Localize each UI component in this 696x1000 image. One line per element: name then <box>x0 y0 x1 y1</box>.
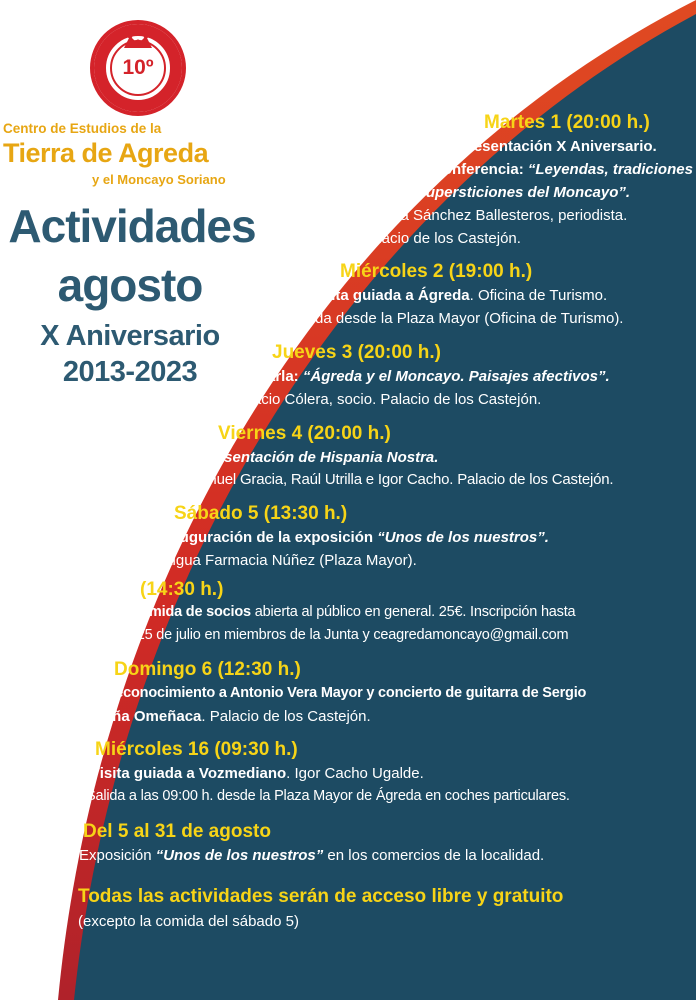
event-4-date: Viernes 4 (20:00 h.) <box>218 423 391 444</box>
event-9-date: Del 5 al 31 de agosto <box>83 821 271 842</box>
event-9-line-1-rest: en los comercios de la localidad. <box>323 847 545 864</box>
event-6-line-1 <box>130 605 575 620</box>
anniversary-seal <box>88 18 188 118</box>
event-7-line-2-rest: . Palacio de los Castejón. <box>201 708 371 725</box>
event-1-line-2 <box>432 162 693 177</box>
event-9-line-1-title: “Unos de los nuestros” <box>155 847 324 864</box>
event-3-line-1-title: “Ágreda y el Moncayo. Paisajes afectivos”. <box>302 368 610 385</box>
event-6-line-2: el 25 de julio en miembros de la Junta y ceagredamoncayo@gmail.com <box>122 627 569 643</box>
event-4-line-1: Presentación de Hispania Nostra. <box>200 449 439 466</box>
organization-line-3: y el Moncayo Soriano <box>92 172 226 187</box>
event-4-line-2: Manuel Gracia, Raúl Utrilla e Igor Cacho. Palacio de los Castejón. <box>188 471 614 488</box>
event-3-date: Jueves 3 (20:00 h.) <box>272 342 441 363</box>
event-1-line-2-title: “Leyendas, tradiciones <box>527 161 693 178</box>
event-8-line-2: Salida a las 09:00 h. desde la Plaza Mayor de Ágreda en coches particulares. <box>86 788 570 804</box>
event-1-line-4: Eva Sánchez Ballesteros, periodista. <box>383 207 628 224</box>
headline-title-2: agosto <box>57 259 203 311</box>
footer-exception: (excepto la comida del sábado 5) <box>78 913 299 930</box>
event-9-line-1 <box>79 848 544 863</box>
event-1-line-2-label: Conferencia: <box>432 161 528 178</box>
event-1-line-1: Presentación X Aniversario. <box>458 138 657 155</box>
event-8-date: Miércoles 16 (09:30 h.) <box>95 739 298 760</box>
event-1-date: Martes 1 (20:00 h.) <box>484 112 650 133</box>
headline-title-1: Actividades <box>8 200 256 252</box>
headline-years: 2013-2023 <box>62 356 198 388</box>
event-2-line-1-title: Visita guiada a Ágreda <box>309 287 470 304</box>
event-5-line-2: Antigua Farmacia Núñez (Plaza Mayor). <box>150 552 417 569</box>
event-7-line-2 <box>98 709 371 724</box>
event-2-line-1-rest: . Oficina de Turismo. <box>469 287 608 304</box>
event-7-line-1: Reconocimiento a Antonio Vera Mayor y concierto de guitarra de Sergio <box>105 685 587 701</box>
event-3-line-2: Ignacio Cólera, socio. Palacio de los Castejón. <box>232 391 542 408</box>
event-7-line-2-name: Piña Omeñaca <box>98 708 202 725</box>
event-6-date: (14:30 h.) <box>140 579 224 600</box>
event-2-line-1 <box>309 288 607 303</box>
event-6-line-1-title: Comida de socios <box>130 604 251 620</box>
event-8-line-1-title: Visita guiada a Vozmediano <box>90 765 287 782</box>
event-5-line-1-label: Inauguración de la exposición <box>158 529 378 546</box>
event-9-line-1-label: Exposición <box>79 847 156 864</box>
event-3-line-1 <box>247 369 610 384</box>
event-8-line-1 <box>90 766 424 781</box>
footer-note: Todas las actividades serán de acceso libre y gratuito <box>78 886 564 907</box>
event-2-line-2: Salida desde la Plaza Mayor (Oficina de Turismo). <box>290 310 624 327</box>
event-5-date: Sábado 5 (13:30 h.) <box>174 503 348 524</box>
event-7-date: Domingo 6 (12:30 h.) <box>114 659 301 680</box>
organization-line-2: Tierra de Agreda <box>3 138 209 168</box>
event-3-line-1-label: Charla: <box>247 368 303 385</box>
headline-subtitle: X Aniversario <box>40 320 220 352</box>
event-6-line-1-rest: abierta al público en general. 25€. Inscripción hasta <box>250 604 576 620</box>
organization-line-1: Centro de Estudios de la <box>3 121 162 136</box>
event-1-line-5: Palacio de los Castejón. <box>360 230 521 247</box>
event-5-line-1 <box>158 530 549 545</box>
seal-number: 10º <box>122 56 154 79</box>
event-1-line-3: y supersticiones del Moncayo”. <box>405 184 631 201</box>
event-2-date: Miércoles 2 (19:00 h.) <box>340 261 533 282</box>
event-8-line-1-rest: . Igor Cacho Ugalde. <box>286 765 424 782</box>
event-5-line-1-title: “Unos de los nuestros”. <box>377 529 549 546</box>
